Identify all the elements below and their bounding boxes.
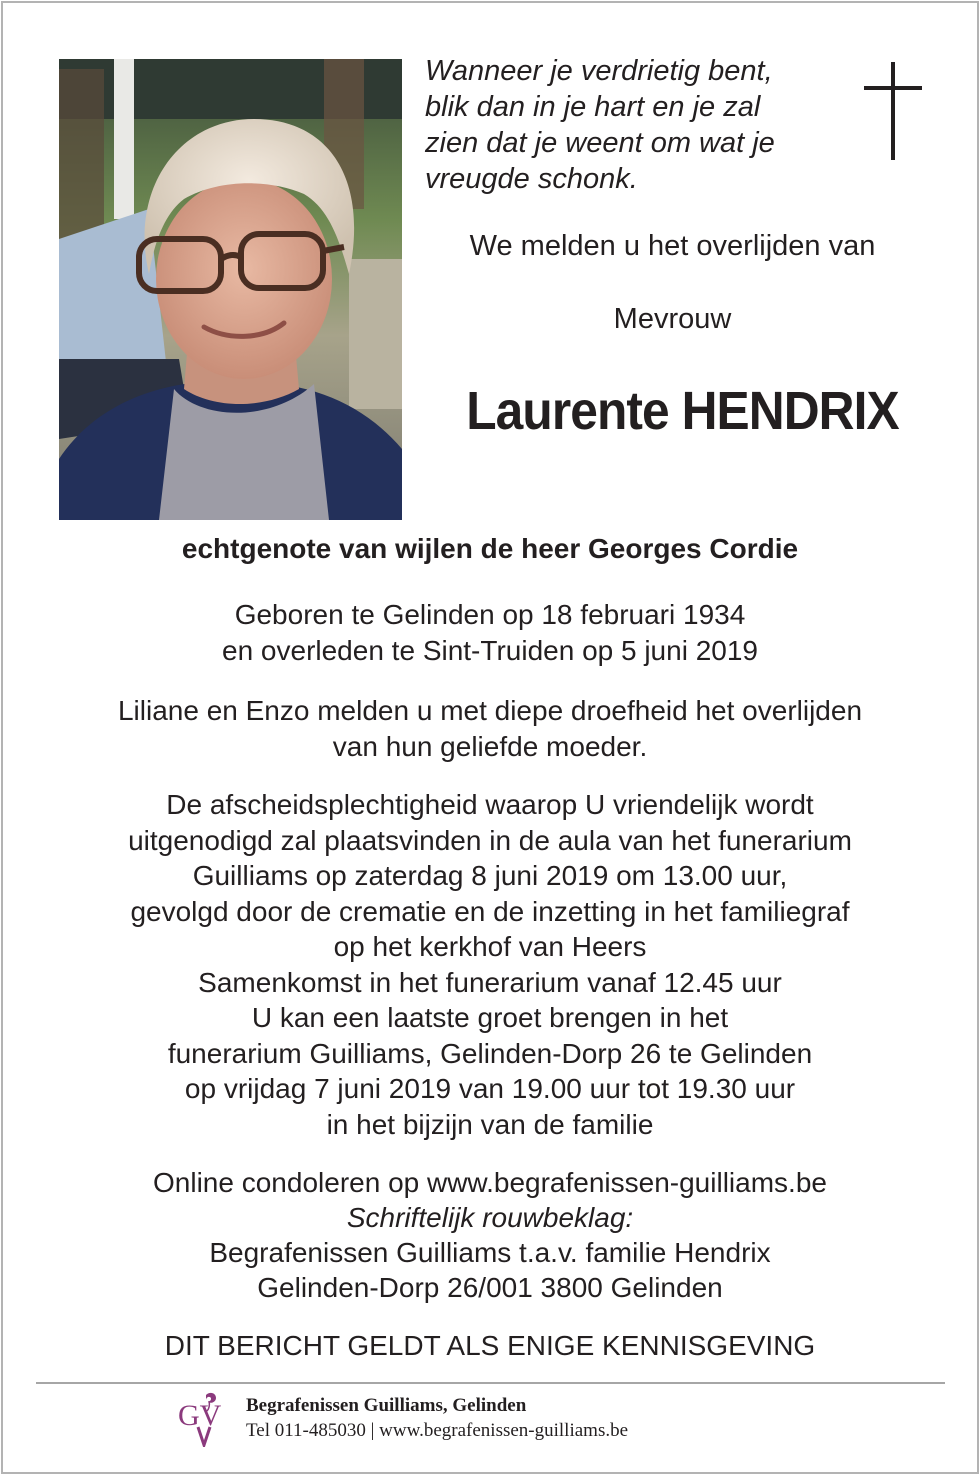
cross-vertical-bar (891, 62, 895, 160)
family-message-line: van hun geliefde moeder. (332, 730, 648, 762)
death-line: en overleden te Sint-Truiden op 5 juni 2019 (222, 634, 758, 666)
spouse-line: echtgenote van wijlen de heer Georges Cordie (181, 533, 799, 564)
family-message-block (0, 693, 980, 764)
written-condolence-label: Schriftelijk rouwbeklag: (346, 1202, 634, 1233)
ceremony-line: op vrijdag 7 juni 2019 van 19.00 uur tot 19.30 uur (184, 1073, 796, 1104)
notice-line: DIT BERICHT GELDT ALS ENIGE KENNISGEVING (164, 1330, 816, 1361)
ceremony-block (0, 787, 980, 1142)
condolence-address-line: Begrafenissen Guilliams t.a.v. familie Hendrix (209, 1237, 771, 1268)
ceremony-line: in het bijzijn van de familie (326, 1108, 654, 1140)
birth-death-block (0, 597, 980, 668)
ceremony-line: U kan een laatste groet brengen in het (251, 1002, 729, 1033)
ceremony-line: funerarium Guilliams, Gelinden-Dorp 26 te Gelinden (167, 1037, 813, 1069)
ceremony-line: De afscheidsplechtigheid waarop U vriendelijk wordt (166, 789, 814, 820)
logo-letters: GV (178, 1399, 222, 1432)
online-condolence-line: Online condoleren op www.begrafenissen-guilliams.be (153, 1167, 827, 1198)
poem-line: blik dan in je hart en je zal (425, 91, 761, 123)
poem (425, 53, 845, 197)
poem-line: zien dat je weent om wat je (425, 127, 775, 159)
ceremony-line: uitgenodigd zal plaatsvinden in de aula van het funerarium (128, 824, 852, 856)
footer-contact: Tel 011-485030 | www.begrafenissen-guilliams.be (246, 1420, 629, 1441)
condolence-address-line: Gelinden-Dorp 26/001 3800 Gelinden (257, 1272, 723, 1303)
birth-line: Geboren te Gelinden op 18 februari 1934 (234, 599, 746, 630)
deceased-name: Laurente HENDRIX (466, 381, 899, 441)
announcement-text: We melden u het overlijden van (469, 230, 876, 262)
footer-divider (36, 1382, 945, 1384)
guilliams-logo (176, 1391, 228, 1447)
ceremony-line: Guilliams op zaterdag 8 juni 2019 om 13.00 uur, (192, 860, 788, 891)
poem-line: vreugde schonk. (425, 163, 638, 195)
poem-line: Wanneer je verdrietig bent, (425, 55, 773, 87)
ceremony-line: Samenkomst in het funerarium vanaf 12.45 uur (198, 966, 782, 998)
family-message-line: Liliane en Enzo melden u met diepe droefheid het overlijden (117, 695, 863, 726)
ceremony-line: op het kerkhof van Heers (333, 931, 647, 962)
cross-horizontal-bar (864, 86, 922, 90)
portrait-photo (59, 59, 402, 520)
ceremony-line: gevolgd door de crematie en de inzetting in het familiegraf (130, 895, 850, 927)
condolence-block (0, 1165, 980, 1305)
latin-cross-icon (864, 62, 922, 160)
honorific: Mevrouw (613, 303, 732, 335)
footer-company-name: Begrafenissen Guilliams, Gelinden (246, 1395, 527, 1416)
